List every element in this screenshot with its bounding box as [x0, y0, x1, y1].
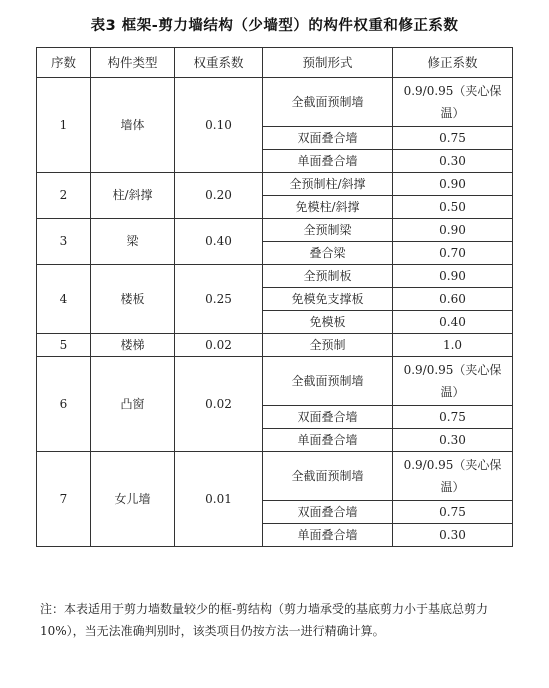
row-number-cell: 5 — [37, 334, 91, 357]
weight-coef-cell: 0.40 — [175, 219, 263, 265]
correction-coef-cell: 0.90 — [393, 219, 513, 242]
header-row — [37, 48, 513, 78]
weight-coef-cell: 0.02 — [175, 334, 263, 357]
table-row — [37, 357, 513, 406]
table-row — [37, 265, 513, 288]
correction-coef-cell: 0.9/0.95（夹心保温） — [393, 357, 513, 406]
prefab-form-cell: 单面叠合墙 — [263, 429, 393, 452]
row-number-cell: 4 — [37, 265, 91, 334]
prefab-form-cell: 双面叠合墙 — [263, 127, 393, 150]
prefab-form-cell: 免模免支撑板 — [263, 288, 393, 311]
row-number-cell: 2 — [37, 173, 91, 219]
header-cell: 修正系数 — [393, 48, 513, 78]
prefab-form-cell: 双面叠合墙 — [263, 501, 393, 524]
correction-coef-cell: 1.0 — [393, 334, 513, 357]
prefab-form-cell: 全截面预制墙 — [263, 357, 393, 406]
table-note: 注：本表适用于剪力墙数量较少的框-剪结构（剪力墙承受的基底剪力小于基底总剪力10%），当无法准确判别时，该类项目仍按方法一进行精确计算。 — [40, 602, 489, 638]
component-type-cell: 柱/斜撑 — [91, 173, 175, 219]
prefab-form-cell: 单面叠合墙 — [263, 150, 393, 173]
correction-coef-cell: 0.75 — [393, 501, 513, 524]
header-cell: 序数 — [37, 48, 91, 78]
prefab-form-cell: 全截面预制墙 — [263, 452, 393, 501]
component-type-cell: 女儿墙 — [91, 452, 175, 547]
correction-coef-cell: 0.90 — [393, 265, 513, 288]
table-title: 表3 框架-剪力墙结构（少墙型）的构件权重和修正系数 — [90, 18, 459, 34]
component-type-cell: 梁 — [91, 219, 175, 265]
table-row — [37, 173, 513, 196]
correction-coef-cell: 0.30 — [393, 150, 513, 173]
component-type-cell: 墙体 — [91, 78, 175, 173]
component-type-cell: 凸窗 — [91, 357, 175, 452]
correction-coef-cell: 0.75 — [393, 406, 513, 429]
correction-coef-cell: 0.90 — [393, 173, 513, 196]
correction-coef-cell: 0.9/0.95（夹心保温） — [393, 78, 513, 127]
component-type-cell: 楼梯 — [91, 334, 175, 357]
correction-coef-cell: 0.30 — [393, 524, 513, 547]
correction-coef-cell: 0.9/0.95（夹心保温） — [393, 452, 513, 501]
table-row — [37, 334, 513, 357]
prefab-form-cell: 叠合梁 — [263, 242, 393, 265]
header-cell: 预制形式 — [263, 48, 393, 78]
weight-coef-cell: 0.01 — [175, 452, 263, 547]
prefab-form-cell: 免模柱/斜撑 — [263, 196, 393, 219]
row-number-cell: 3 — [37, 219, 91, 265]
correction-coef-cell: 0.60 — [393, 288, 513, 311]
prefab-form-cell: 全截面预制墙 — [263, 78, 393, 127]
correction-coef-cell: 0.75 — [393, 127, 513, 150]
weight-coef-cell: 0.25 — [175, 265, 263, 334]
header-cell: 权重系数 — [175, 48, 263, 78]
prefab-form-cell: 双面叠合墙 — [263, 406, 393, 429]
table-row — [37, 219, 513, 242]
prefab-form-cell: 免模板 — [263, 311, 393, 334]
weight-coef-cell: 0.02 — [175, 357, 263, 452]
prefab-form-cell: 全预制梁 — [263, 219, 393, 242]
correction-coef-cell: 0.30 — [393, 429, 513, 452]
row-number-cell: 6 — [37, 357, 91, 452]
prefab-form-cell: 全预制板 — [263, 265, 393, 288]
component-type-cell: 楼板 — [91, 265, 175, 334]
prefab-form-cell: 单面叠合墙 — [263, 524, 393, 547]
prefab-form-cell: 全预制柱/斜撑 — [263, 173, 393, 196]
correction-coef-cell: 0.70 — [393, 242, 513, 265]
coefficient-table — [36, 47, 513, 547]
table-row — [37, 78, 513, 127]
row-number-cell: 7 — [37, 452, 91, 547]
weight-coef-cell: 0.10 — [175, 78, 263, 173]
row-number-cell: 1 — [37, 78, 91, 173]
header-cell: 构件类型 — [91, 48, 175, 78]
table-row — [37, 452, 513, 501]
weight-coef-cell: 0.20 — [175, 173, 263, 219]
correction-coef-cell: 0.40 — [393, 311, 513, 334]
correction-coef-cell: 0.50 — [393, 196, 513, 219]
prefab-form-cell: 全预制 — [263, 334, 393, 357]
